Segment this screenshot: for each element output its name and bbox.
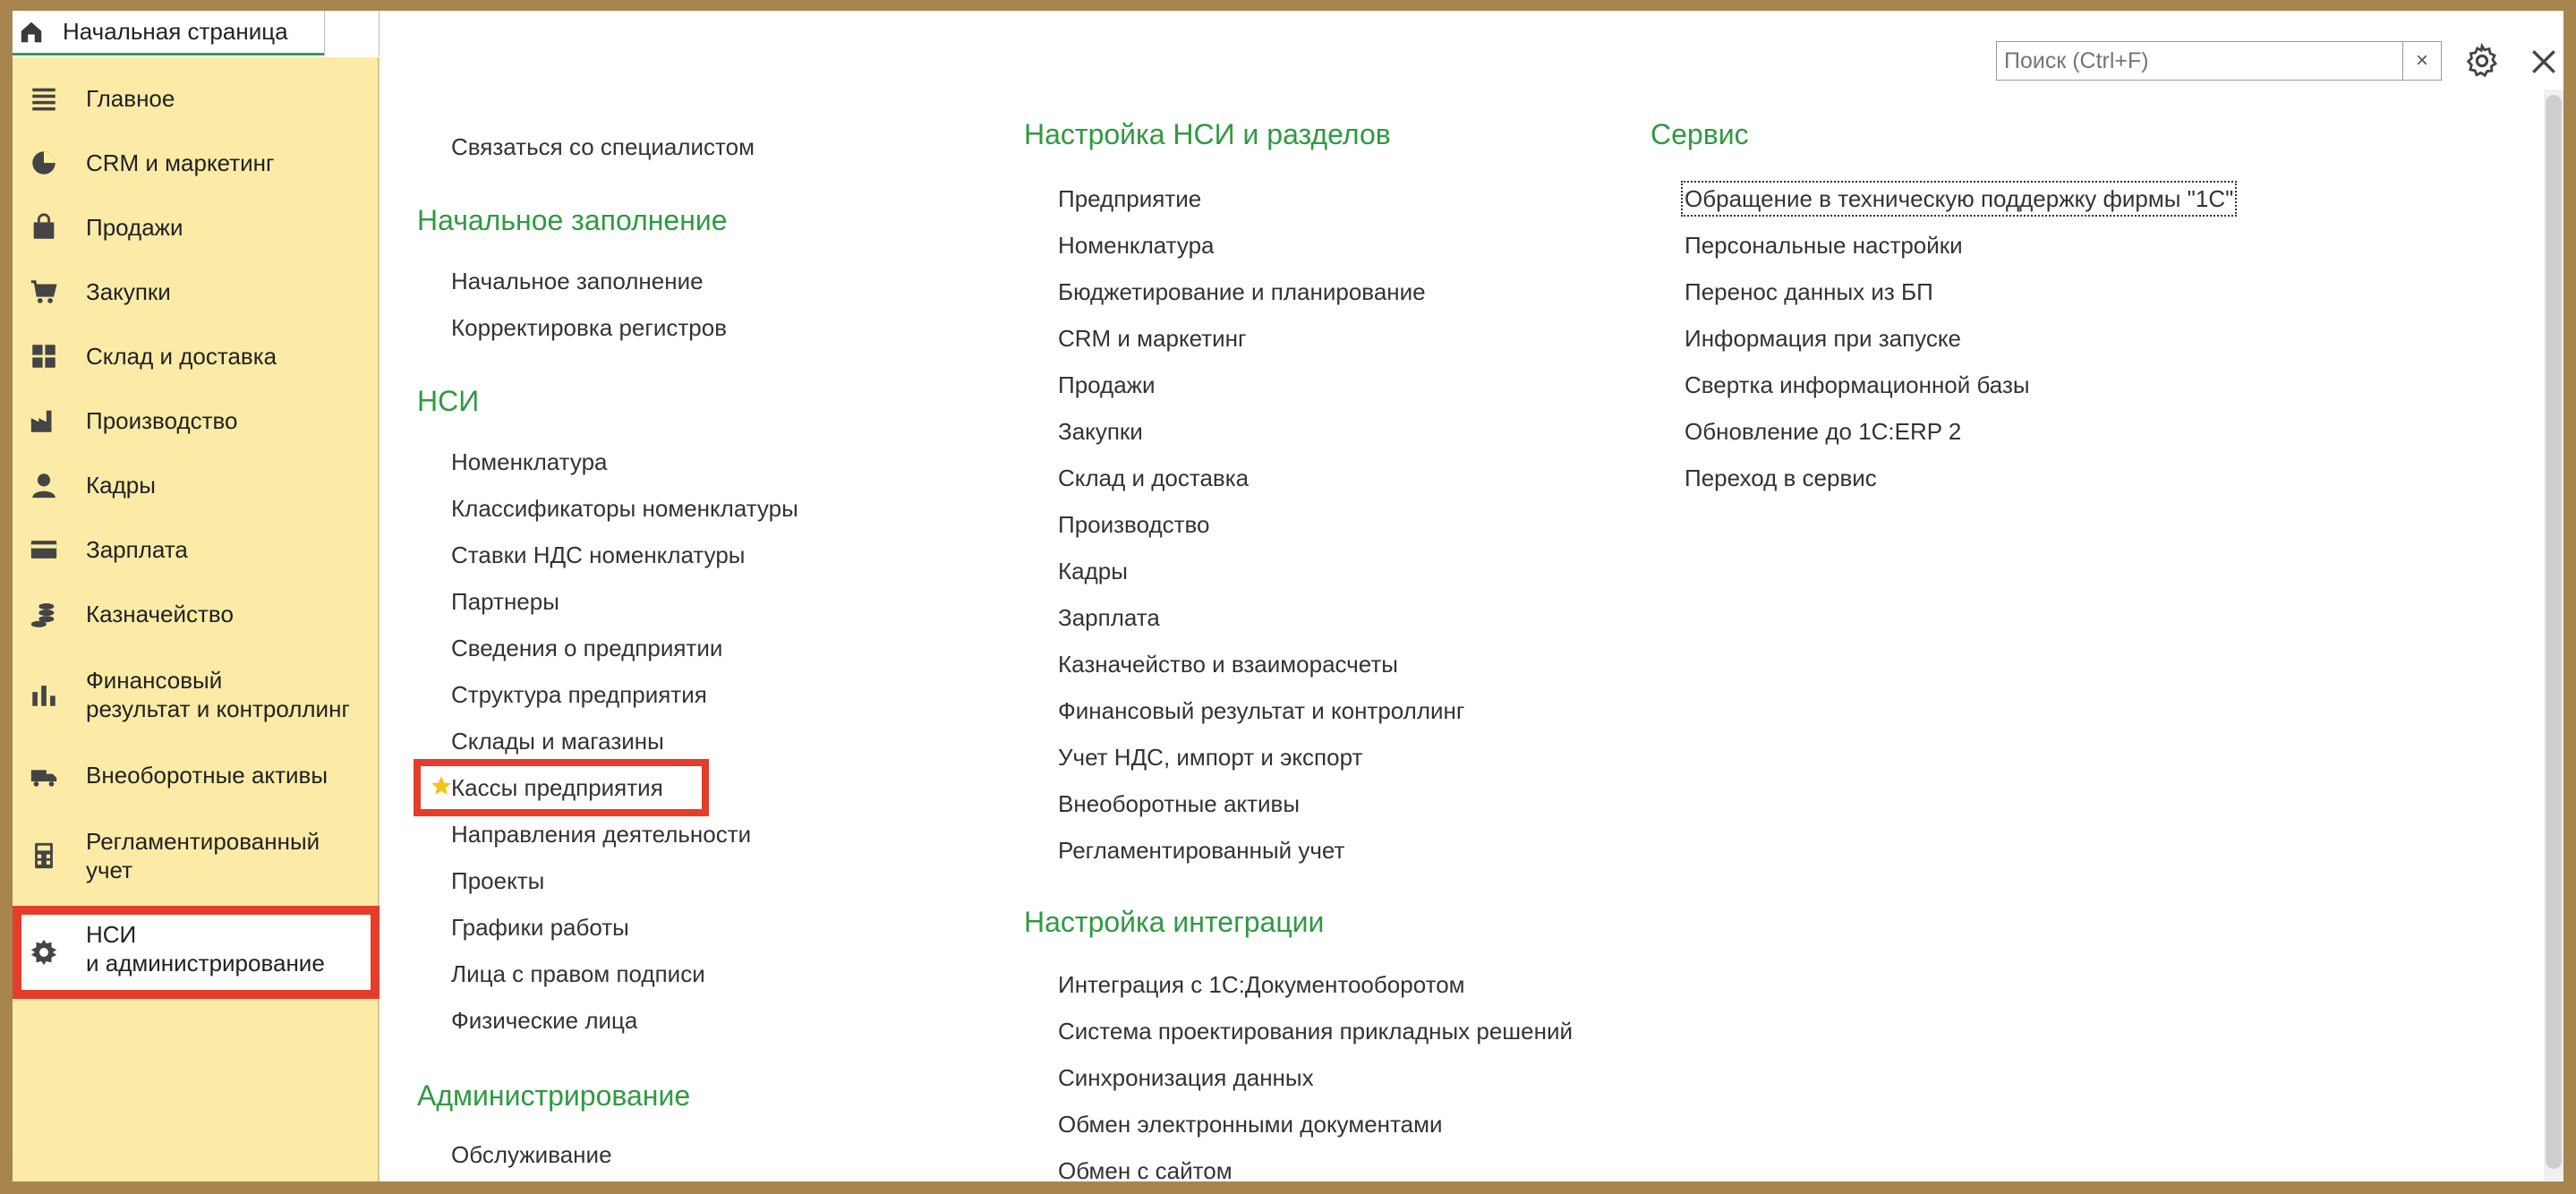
sidebar-item-label: Кадры: [86, 472, 156, 499]
section-title-nsi: НСИ: [417, 385, 480, 417]
sidebar-item-nsi-admin[interactable]: [13, 906, 380, 999]
pie-chart-icon: [29, 148, 59, 178]
link-item[interactable]: Склады и магазины: [451, 728, 664, 755]
warehouse-grid-icon: [29, 341, 59, 371]
link-item[interactable]: Внеоборотные активы: [1058, 790, 1301, 817]
section-title-service: Сервис: [1651, 118, 1749, 150]
vertical-scrollbar[interactable]: [2544, 90, 2563, 1181]
scrollbar-thumb[interactable]: [2546, 95, 2562, 1169]
link-item[interactable]: Предприятие: [1058, 185, 1202, 212]
truck-icon: [29, 760, 59, 790]
link-item[interactable]: Проекты: [451, 867, 545, 894]
sidebar: [13, 57, 380, 1181]
coins-icon: [29, 599, 59, 629]
link-item[interactable]: Корректировка регистров: [451, 314, 728, 341]
link-item[interactable]: Производство: [1058, 511, 1210, 538]
sidebar-item-label-line1: Финансовый: [86, 667, 223, 694]
sidebar-item-staff[interactable]: [13, 462, 380, 508]
link-item[interactable]: Ставки НДС номенклатуры: [451, 542, 746, 568]
sidebar-item-fixed-assets[interactable]: [13, 752, 380, 798]
tab-bar-empty-slot[interactable]: [324, 11, 380, 55]
app-window: [13, 11, 2563, 1181]
section-title-integration: Настройка интеграции: [1024, 906, 1325, 938]
link-item[interactable]: Зарплата: [1058, 604, 1160, 631]
home-icon: [18, 19, 45, 46]
sidebar-item-label-line2: результат и контроллинг: [86, 695, 350, 722]
sidebar-item-label: Продажи: [86, 214, 183, 241]
link-item[interactable]: Информация при запуске: [1685, 325, 1961, 352]
link-item[interactable]: Номенклатура: [451, 448, 608, 475]
link-item[interactable]: Обмен с сайтом: [1058, 1157, 1233, 1181]
link-item[interactable]: Лица с правом подписи: [451, 960, 705, 987]
link-item[interactable]: Переход в сервис: [1685, 465, 1877, 491]
sidebar-item-label-line1: Регламентированный: [86, 828, 320, 855]
person-icon: [29, 470, 59, 500]
settings-gear-icon[interactable]: [2463, 42, 2501, 80]
link-item[interactable]: Графики работы: [451, 914, 629, 941]
link-item[interactable]: Финансовый результат и контроллинг: [1058, 697, 1465, 724]
search-box: [1996, 41, 2442, 81]
link-item[interactable]: Регламентированный учет: [1058, 837, 1345, 864]
link-item[interactable]: Свертка информационной базы: [1685, 371, 2030, 398]
search-clear-button[interactable]: ×: [2402, 42, 2441, 80]
sidebar-item-label: Казначейство: [86, 601, 234, 627]
link-item[interactable]: Физические лица: [451, 1007, 638, 1034]
bar-chart-icon: [29, 679, 59, 710]
link-item[interactable]: Система проектирования прикладных решений: [1058, 1018, 1574, 1045]
sidebar-item-warehouse[interactable]: [13, 333, 380, 380]
section-title-nsi-settings: Настройка НСИ и разделов: [1024, 118, 1391, 150]
search-input[interactable]: [1997, 42, 2402, 80]
link-item[interactable]: Бюджетирование и планирование: [1058, 278, 1426, 305]
sidebar-item-label: Главное: [86, 85, 175, 112]
link-item[interactable]: Учет НДС, импорт и экспорт: [1058, 744, 1363, 771]
sidebar-item-purchases[interactable]: [13, 269, 380, 315]
link-item[interactable]: Номенклатура: [1058, 232, 1215, 259]
sidebar-item-main[interactable]: [13, 75, 380, 122]
link-item[interactable]: Партнеры: [451, 588, 559, 615]
section-title-initial-fill: Начальное заполнение: [417, 204, 728, 236]
section-title-administration: Администрирование: [417, 1079, 691, 1112]
gear-icon: [29, 937, 59, 968]
main-content: [380, 11, 2563, 1181]
sidebar-item-regulated-accounting[interactable]: [13, 816, 380, 895]
link-item[interactable]: Структура предприятия: [451, 681, 707, 708]
factory-icon: [29, 405, 59, 436]
link-item[interactable]: Классификаторы номенклатуры: [451, 495, 798, 522]
sidebar-item-label: Производство: [86, 407, 238, 434]
link-item[interactable]: Казначейство и взаиморасчеты: [1058, 651, 1398, 678]
home-tab-label: Начальная страница: [63, 18, 288, 45]
link-item[interactable]: Склад и доставка: [1058, 465, 1250, 491]
cart-icon: [29, 277, 59, 307]
calculator-icon: [29, 840, 59, 871]
sidebar-item-sales[interactable]: [13, 204, 380, 251]
link-item[interactable]: Персональные настройки: [1685, 232, 1963, 259]
link-item[interactable]: Обслуживание: [451, 1141, 612, 1168]
sidebar-item-label: Закупки: [86, 278, 171, 305]
sidebar-item-label: Склад и доставка: [86, 343, 277, 370]
sidebar-item-label-line1: НСИ: [86, 921, 137, 948]
sidebar-item-label-line2: и администрирование: [86, 950, 325, 977]
sidebar-item-label-line2: учет: [86, 857, 133, 883]
link-item[interactable]: Закупки: [1058, 418, 1143, 445]
home-tab[interactable]: [13, 11, 324, 55]
list-icon: [29, 83, 59, 114]
sidebar-item-salary[interactable]: [13, 526, 380, 573]
link-item[interactable]: Интеграция с 1С:Документооборотом: [1058, 971, 1465, 998]
sidebar-item-treasury[interactable]: [13, 591, 380, 637]
link-tech-support[interactable]: Обращение в техническую поддержку фирмы "1С": [1685, 185, 2234, 212]
close-icon[interactable]: [2526, 44, 2562, 80]
sidebar-item-label: Зарплата: [86, 536, 188, 563]
sidebar-item-label: CRM и маркетинг: [86, 149, 275, 176]
link-item[interactable]: Обмен электронными документами: [1058, 1111, 1443, 1138]
link-item[interactable]: Обновление до 1С:ERP 2: [1685, 418, 1962, 445]
sidebar-item-crm[interactable]: [13, 140, 380, 186]
link-cash-registers[interactable]: Кассы предприятия: [451, 774, 663, 801]
link-contact-specialist[interactable]: Связаться со специалистом: [451, 133, 755, 160]
card-icon: [29, 534, 59, 565]
sidebar-item-label: Внеоборотные активы: [86, 762, 328, 789]
link-item[interactable]: CRM и маркетинг: [1058, 325, 1247, 352]
shopping-bag-icon: [29, 212, 59, 243]
link-item[interactable]: Синхронизация данных: [1058, 1064, 1314, 1091]
sidebar-item-production[interactable]: [13, 397, 380, 444]
sidebar-item-financial-result[interactable]: [13, 655, 380, 734]
link-item[interactable]: Продажи: [1058, 371, 1156, 398]
link-item[interactable]: Сведения о предприятии: [451, 635, 723, 661]
link-item[interactable]: Перенос данных из БП: [1685, 278, 1933, 305]
link-item[interactable]: Кадры: [1058, 558, 1128, 584]
link-item[interactable]: Начальное заполнение: [451, 268, 704, 294]
star-favorite-icon[interactable]: [430, 774, 453, 797]
link-item[interactable]: Направления деятельности: [451, 821, 752, 848]
